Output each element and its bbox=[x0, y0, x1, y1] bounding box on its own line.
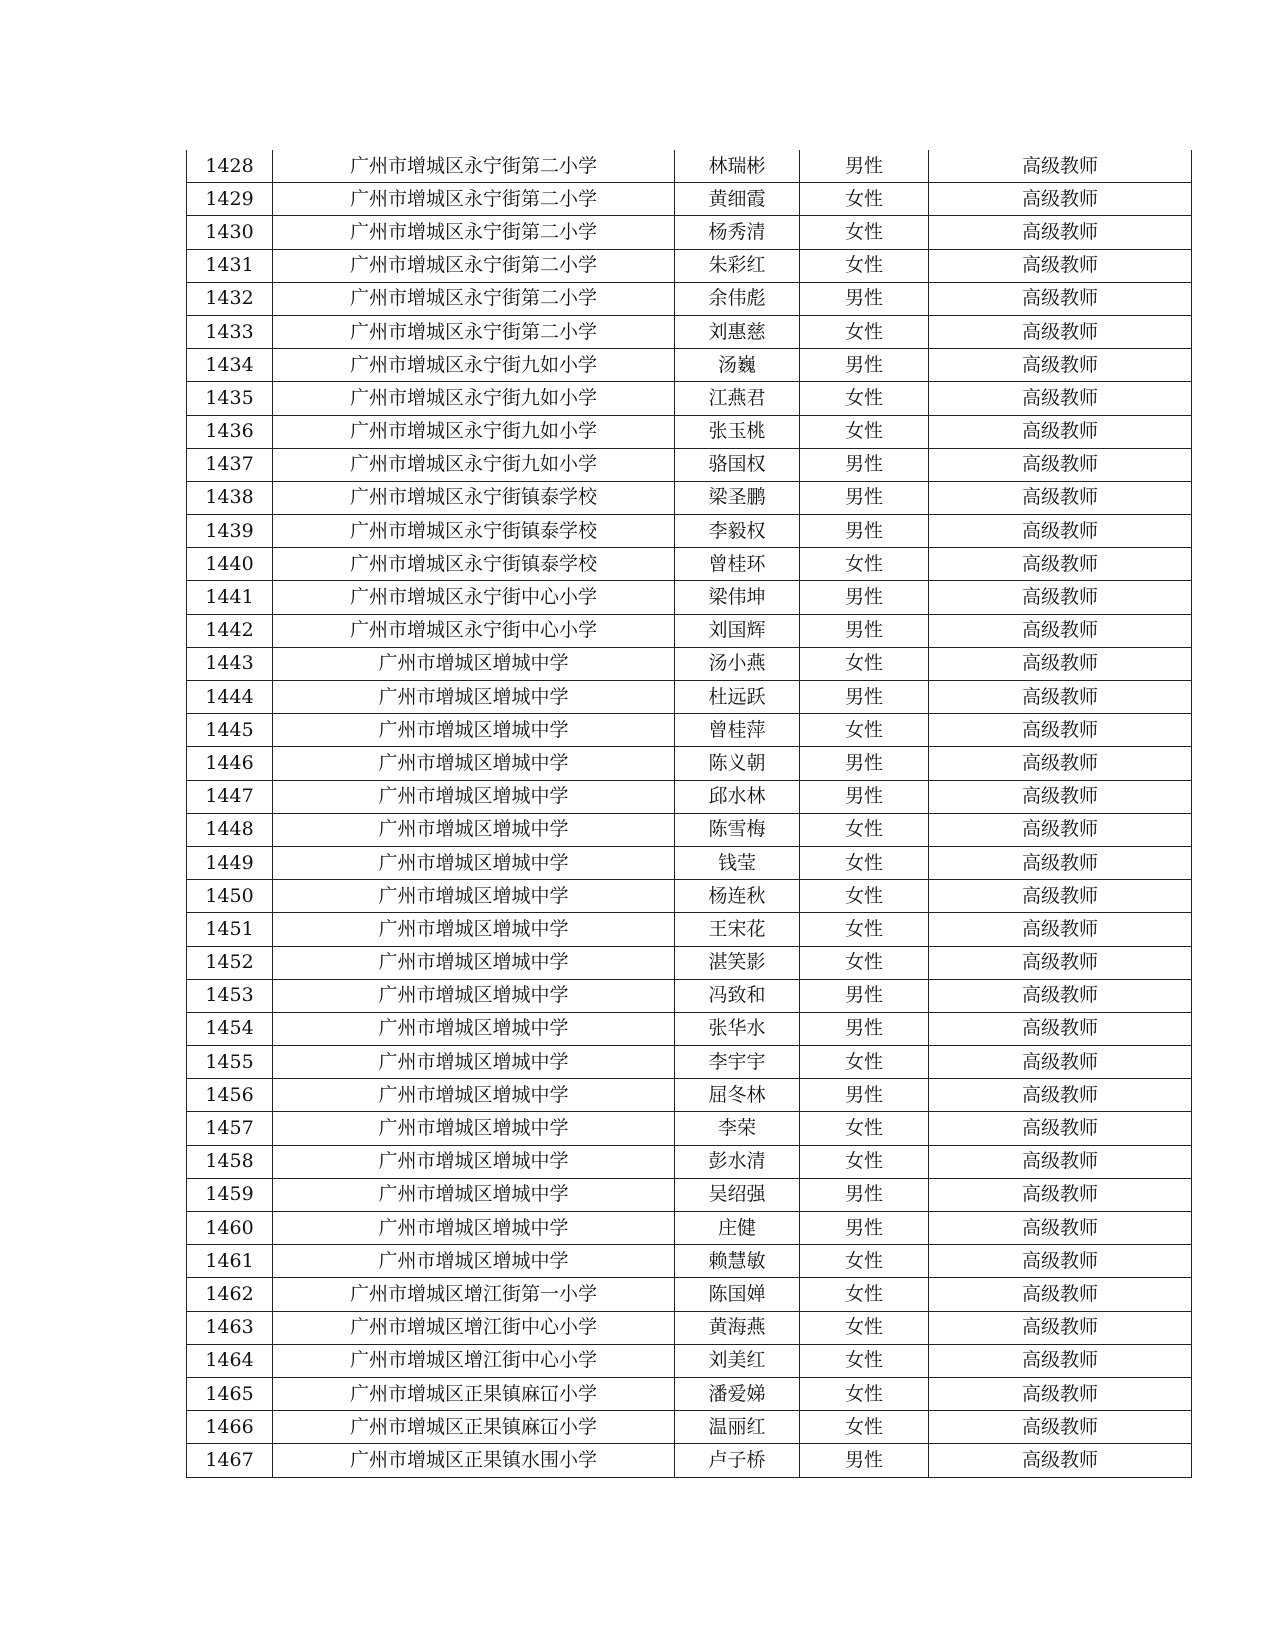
title-cell: 高级教师 bbox=[929, 1079, 1192, 1112]
school-cell: 广州市增城区永宁街九如小学 bbox=[273, 382, 675, 415]
gender-cell: 女性 bbox=[800, 183, 929, 216]
row-number-cell: 1454 bbox=[187, 1012, 273, 1045]
title-cell: 高级教师 bbox=[929, 614, 1192, 647]
school-cell: 广州市增城区增城中学 bbox=[273, 647, 675, 680]
gender-cell: 女性 bbox=[800, 813, 929, 846]
title-cell: 高级教师 bbox=[929, 415, 1192, 448]
row-number-cell: 1459 bbox=[187, 1178, 273, 1211]
gender-cell: 女性 bbox=[800, 249, 929, 282]
table-row bbox=[187, 1046, 1192, 1079]
gender-cell: 女性 bbox=[800, 1377, 929, 1410]
school-cell: 广州市增城区增城中学 bbox=[273, 846, 675, 879]
table-row bbox=[187, 1012, 1192, 1045]
title-cell: 高级教师 bbox=[929, 1444, 1192, 1477]
gender-cell: 男性 bbox=[800, 681, 929, 714]
table-row bbox=[187, 647, 1192, 680]
gender-cell: 男性 bbox=[800, 481, 929, 514]
table-row bbox=[187, 1212, 1192, 1245]
teacher-name-cell: 李宇宇 bbox=[675, 1046, 800, 1079]
title-cell: 高级教师 bbox=[929, 1212, 1192, 1245]
table-row bbox=[187, 382, 1192, 415]
row-number-cell: 1449 bbox=[187, 846, 273, 879]
gender-cell: 女性 bbox=[800, 315, 929, 348]
title-cell: 高级教师 bbox=[929, 249, 1192, 282]
table-row bbox=[187, 581, 1192, 614]
teacher-name-cell: 湛笑影 bbox=[675, 946, 800, 979]
teacher-name-cell: 林瑞彬 bbox=[675, 150, 800, 183]
title-cell: 高级教师 bbox=[929, 714, 1192, 747]
title-cell: 高级教师 bbox=[929, 1245, 1192, 1278]
gender-cell: 女性 bbox=[800, 1245, 929, 1278]
school-cell: 广州市增城区永宁街九如小学 bbox=[273, 448, 675, 481]
table-row bbox=[187, 714, 1192, 747]
table-row bbox=[187, 1344, 1192, 1377]
teacher-name-cell: 彭水清 bbox=[675, 1145, 800, 1178]
table-row bbox=[187, 813, 1192, 846]
teacher-name-cell: 卢子桥 bbox=[675, 1444, 800, 1477]
gender-cell: 女性 bbox=[800, 1145, 929, 1178]
teacher-name-cell: 梁伟坤 bbox=[675, 581, 800, 614]
teacher-name-cell: 朱彩红 bbox=[675, 249, 800, 282]
title-cell: 高级教师 bbox=[929, 349, 1192, 382]
roster-body bbox=[187, 150, 1192, 1477]
title-cell: 高级教师 bbox=[929, 913, 1192, 946]
school-cell: 广州市增城区永宁街第二小学 bbox=[273, 150, 675, 183]
title-cell: 高级教师 bbox=[929, 216, 1192, 249]
gender-cell: 女性 bbox=[800, 946, 929, 979]
table-row bbox=[187, 946, 1192, 979]
school-cell: 广州市增城区增城中学 bbox=[273, 1112, 675, 1145]
school-cell: 广州市增城区增城中学 bbox=[273, 1012, 675, 1045]
row-number-cell: 1433 bbox=[187, 315, 273, 348]
school-cell: 广州市增城区永宁街第二小学 bbox=[273, 282, 675, 315]
title-cell: 高级教师 bbox=[929, 1278, 1192, 1311]
gender-cell: 女性 bbox=[800, 846, 929, 879]
gender-cell: 男性 bbox=[800, 581, 929, 614]
school-cell: 广州市增城区永宁街第二小学 bbox=[273, 315, 675, 348]
title-cell: 高级教师 bbox=[929, 183, 1192, 216]
gender-cell: 男性 bbox=[800, 1012, 929, 1045]
table-row bbox=[187, 548, 1192, 581]
row-number-cell: 1435 bbox=[187, 382, 273, 415]
teacher-name-cell: 杨秀清 bbox=[675, 216, 800, 249]
title-cell: 高级教师 bbox=[929, 1311, 1192, 1344]
row-number-cell: 1466 bbox=[187, 1411, 273, 1444]
table-row bbox=[187, 1245, 1192, 1278]
gender-cell: 男性 bbox=[800, 747, 929, 780]
school-cell: 广州市增城区增城中学 bbox=[273, 1212, 675, 1245]
teacher-name-cell: 赖慧敏 bbox=[675, 1245, 800, 1278]
table-row bbox=[187, 1411, 1192, 1444]
table-row bbox=[187, 1178, 1192, 1211]
teacher-name-cell: 余伟彪 bbox=[675, 282, 800, 315]
title-cell: 高级教师 bbox=[929, 747, 1192, 780]
gender-cell: 女性 bbox=[800, 1344, 929, 1377]
title-cell: 高级教师 bbox=[929, 813, 1192, 846]
title-cell: 高级教师 bbox=[929, 979, 1192, 1012]
teacher-name-cell: 陈国婵 bbox=[675, 1278, 800, 1311]
gender-cell: 男性 bbox=[800, 448, 929, 481]
title-cell: 高级教师 bbox=[929, 681, 1192, 714]
teacher-name-cell: 邱水林 bbox=[675, 780, 800, 813]
title-cell: 高级教师 bbox=[929, 481, 1192, 514]
school-cell: 广州市增城区增城中学 bbox=[273, 747, 675, 780]
teacher-name-cell: 王宋花 bbox=[675, 913, 800, 946]
row-number-cell: 1464 bbox=[187, 1344, 273, 1377]
teacher-name-cell: 刘国辉 bbox=[675, 614, 800, 647]
gender-cell: 男性 bbox=[800, 1444, 929, 1477]
gender-cell: 女性 bbox=[800, 1311, 929, 1344]
teacher-name-cell: 梁圣鹏 bbox=[675, 481, 800, 514]
title-cell: 高级教师 bbox=[929, 946, 1192, 979]
teacher-name-cell: 刘惠慈 bbox=[675, 315, 800, 348]
school-cell: 广州市增城区增江街中心小学 bbox=[273, 1311, 675, 1344]
school-cell: 广州市增城区正果镇水围小学 bbox=[273, 1444, 675, 1477]
title-cell: 高级教师 bbox=[929, 1012, 1192, 1045]
teacher-name-cell: 李荣 bbox=[675, 1112, 800, 1145]
row-number-cell: 1453 bbox=[187, 979, 273, 1012]
table-row bbox=[187, 681, 1192, 714]
school-cell: 广州市增城区增城中学 bbox=[273, 1046, 675, 1079]
school-cell: 广州市增城区增城中学 bbox=[273, 913, 675, 946]
table-row bbox=[187, 249, 1192, 282]
gender-cell: 男性 bbox=[800, 979, 929, 1012]
teacher-name-cell: 温丽红 bbox=[675, 1411, 800, 1444]
school-cell: 广州市增城区增城中学 bbox=[273, 1245, 675, 1278]
table-row bbox=[187, 614, 1192, 647]
teacher-name-cell: 刘美红 bbox=[675, 1344, 800, 1377]
gender-cell: 男性 bbox=[800, 150, 929, 183]
table-row bbox=[187, 415, 1192, 448]
table-row bbox=[187, 846, 1192, 879]
row-number-cell: 1451 bbox=[187, 913, 273, 946]
gender-cell: 女性 bbox=[800, 216, 929, 249]
school-cell: 广州市增城区增城中学 bbox=[273, 880, 675, 913]
table-row bbox=[187, 1079, 1192, 1112]
teacher-name-cell: 屈冬林 bbox=[675, 1079, 800, 1112]
title-cell: 高级教师 bbox=[929, 1411, 1192, 1444]
table-row bbox=[187, 979, 1192, 1012]
title-cell: 高级教师 bbox=[929, 448, 1192, 481]
row-number-cell: 1458 bbox=[187, 1145, 273, 1178]
row-number-cell: 1436 bbox=[187, 415, 273, 448]
title-cell: 高级教师 bbox=[929, 382, 1192, 415]
gender-cell: 男性 bbox=[800, 1079, 929, 1112]
table-row bbox=[187, 315, 1192, 348]
teacher-name-cell: 黄细霞 bbox=[675, 183, 800, 216]
table-row bbox=[187, 1278, 1192, 1311]
gender-cell: 女性 bbox=[800, 1411, 929, 1444]
title-cell: 高级教师 bbox=[929, 780, 1192, 813]
row-number-cell: 1447 bbox=[187, 780, 273, 813]
row-number-cell: 1442 bbox=[187, 614, 273, 647]
table-row bbox=[187, 1311, 1192, 1344]
row-number-cell: 1465 bbox=[187, 1377, 273, 1410]
row-number-cell: 1429 bbox=[187, 183, 273, 216]
title-cell: 高级教师 bbox=[929, 880, 1192, 913]
teacher-name-cell: 钱莹 bbox=[675, 846, 800, 879]
row-number-cell: 1448 bbox=[187, 813, 273, 846]
title-cell: 高级教师 bbox=[929, 1344, 1192, 1377]
row-number-cell: 1441 bbox=[187, 581, 273, 614]
row-number-cell: 1443 bbox=[187, 647, 273, 680]
title-cell: 高级教师 bbox=[929, 1145, 1192, 1178]
table-row bbox=[187, 448, 1192, 481]
school-cell: 广州市增城区增城中学 bbox=[273, 813, 675, 846]
row-number-cell: 1438 bbox=[187, 481, 273, 514]
teacher-name-cell: 冯致和 bbox=[675, 979, 800, 1012]
school-cell: 广州市增城区永宁街第二小学 bbox=[273, 216, 675, 249]
teacher-name-cell: 黄海燕 bbox=[675, 1311, 800, 1344]
school-cell: 广州市增城区永宁街中心小学 bbox=[273, 614, 675, 647]
school-cell: 广州市增城区正果镇麻冚小学 bbox=[273, 1411, 675, 1444]
row-number-cell: 1430 bbox=[187, 216, 273, 249]
school-cell: 广州市增城区永宁街中心小学 bbox=[273, 581, 675, 614]
table-row bbox=[187, 1377, 1192, 1410]
table-row bbox=[187, 349, 1192, 382]
row-number-cell: 1457 bbox=[187, 1112, 273, 1145]
school-cell: 广州市增城区增城中学 bbox=[273, 780, 675, 813]
gender-cell: 女性 bbox=[800, 1112, 929, 1145]
school-cell: 广州市增城区永宁街第二小学 bbox=[273, 183, 675, 216]
school-cell: 广州市增城区增江街中心小学 bbox=[273, 1344, 675, 1377]
gender-cell: 女性 bbox=[800, 382, 929, 415]
gender-cell: 女性 bbox=[800, 880, 929, 913]
gender-cell: 男性 bbox=[800, 282, 929, 315]
school-cell: 广州市增城区永宁街镇泰学校 bbox=[273, 481, 675, 514]
teacher-name-cell: 潘爱娣 bbox=[675, 1377, 800, 1410]
title-cell: 高级教师 bbox=[929, 315, 1192, 348]
table-row bbox=[187, 481, 1192, 514]
row-number-cell: 1446 bbox=[187, 747, 273, 780]
gender-cell: 女性 bbox=[800, 1046, 929, 1079]
school-cell: 广州市增城区永宁街九如小学 bbox=[273, 349, 675, 382]
teacher-name-cell: 曾桂萍 bbox=[675, 714, 800, 747]
row-number-cell: 1432 bbox=[187, 282, 273, 315]
title-cell: 高级教师 bbox=[929, 846, 1192, 879]
teacher-name-cell: 吴绍强 bbox=[675, 1178, 800, 1211]
row-number-cell: 1450 bbox=[187, 880, 273, 913]
gender-cell: 男性 bbox=[800, 614, 929, 647]
row-number-cell: 1460 bbox=[187, 1212, 273, 1245]
school-cell: 广州市增城区增江街第一小学 bbox=[273, 1278, 675, 1311]
teacher-name-cell: 庄健 bbox=[675, 1212, 800, 1245]
title-cell: 高级教师 bbox=[929, 515, 1192, 548]
row-number-cell: 1440 bbox=[187, 548, 273, 581]
title-cell: 高级教师 bbox=[929, 282, 1192, 315]
school-cell: 广州市增城区增城中学 bbox=[273, 1079, 675, 1112]
teacher-name-cell: 江燕君 bbox=[675, 382, 800, 415]
teacher-name-cell: 杨连秋 bbox=[675, 880, 800, 913]
school-cell: 广州市增城区永宁街镇泰学校 bbox=[273, 515, 675, 548]
gender-cell: 男性 bbox=[800, 1212, 929, 1245]
row-number-cell: 1455 bbox=[187, 1046, 273, 1079]
row-number-cell: 1467 bbox=[187, 1444, 273, 1477]
school-cell: 广州市增城区增城中学 bbox=[273, 1145, 675, 1178]
table-row bbox=[187, 150, 1192, 183]
school-cell: 广州市增城区永宁街九如小学 bbox=[273, 415, 675, 448]
row-number-cell: 1462 bbox=[187, 1278, 273, 1311]
school-cell: 广州市增城区永宁街第二小学 bbox=[273, 249, 675, 282]
row-number-cell: 1452 bbox=[187, 946, 273, 979]
school-cell: 广州市增城区增城中学 bbox=[273, 681, 675, 714]
row-number-cell: 1445 bbox=[187, 714, 273, 747]
row-number-cell: 1428 bbox=[187, 150, 273, 183]
gender-cell: 女性 bbox=[800, 1278, 929, 1311]
teacher-name-cell: 骆国权 bbox=[675, 448, 800, 481]
row-number-cell: 1439 bbox=[187, 515, 273, 548]
school-cell: 广州市增城区增城中学 bbox=[273, 979, 675, 1012]
row-number-cell: 1444 bbox=[187, 681, 273, 714]
teacher-name-cell: 汤巍 bbox=[675, 349, 800, 382]
row-number-cell: 1434 bbox=[187, 349, 273, 382]
school-cell: 广州市增城区正果镇麻冚小学 bbox=[273, 1377, 675, 1410]
row-number-cell: 1431 bbox=[187, 249, 273, 282]
row-number-cell: 1437 bbox=[187, 448, 273, 481]
gender-cell: 女性 bbox=[800, 714, 929, 747]
table-row bbox=[187, 880, 1192, 913]
gender-cell: 女性 bbox=[800, 548, 929, 581]
teacher-name-cell: 汤小燕 bbox=[675, 647, 800, 680]
title-cell: 高级教师 bbox=[929, 647, 1192, 680]
table-row bbox=[187, 216, 1192, 249]
table-row bbox=[187, 780, 1192, 813]
teacher-roster-table bbox=[186, 150, 1192, 1478]
school-cell: 广州市增城区增城中学 bbox=[273, 946, 675, 979]
teacher-name-cell: 杜远跃 bbox=[675, 681, 800, 714]
table-row bbox=[187, 1145, 1192, 1178]
gender-cell: 女性 bbox=[800, 913, 929, 946]
row-number-cell: 1461 bbox=[187, 1245, 273, 1278]
gender-cell: 女性 bbox=[800, 647, 929, 680]
table-row bbox=[187, 1112, 1192, 1145]
school-cell: 广州市增城区增城中学 bbox=[273, 1178, 675, 1211]
teacher-name-cell: 张华水 bbox=[675, 1012, 800, 1045]
table-row bbox=[187, 747, 1192, 780]
table-row bbox=[187, 282, 1192, 315]
table-row bbox=[187, 183, 1192, 216]
table-row bbox=[187, 913, 1192, 946]
teacher-name-cell: 陈雪梅 bbox=[675, 813, 800, 846]
title-cell: 高级教师 bbox=[929, 1046, 1192, 1079]
gender-cell: 男性 bbox=[800, 780, 929, 813]
school-cell: 广州市增城区永宁街镇泰学校 bbox=[273, 548, 675, 581]
title-cell: 高级教师 bbox=[929, 1178, 1192, 1211]
teacher-name-cell: 李毅权 bbox=[675, 515, 800, 548]
row-number-cell: 1456 bbox=[187, 1079, 273, 1112]
gender-cell: 男性 bbox=[800, 515, 929, 548]
gender-cell: 男性 bbox=[800, 349, 929, 382]
row-number-cell: 1463 bbox=[187, 1311, 273, 1344]
table-row bbox=[187, 1444, 1192, 1477]
teacher-name-cell: 曾桂环 bbox=[675, 548, 800, 581]
gender-cell: 女性 bbox=[800, 415, 929, 448]
teacher-name-cell: 陈义朝 bbox=[675, 747, 800, 780]
school-cell: 广州市增城区增城中学 bbox=[273, 714, 675, 747]
title-cell: 高级教师 bbox=[929, 1112, 1192, 1145]
title-cell: 高级教师 bbox=[929, 150, 1192, 183]
teacher-name-cell: 张玉桃 bbox=[675, 415, 800, 448]
table-row bbox=[187, 515, 1192, 548]
title-cell: 高级教师 bbox=[929, 581, 1192, 614]
gender-cell: 男性 bbox=[800, 1178, 929, 1211]
title-cell: 高级教师 bbox=[929, 1377, 1192, 1410]
title-cell: 高级教师 bbox=[929, 548, 1192, 581]
